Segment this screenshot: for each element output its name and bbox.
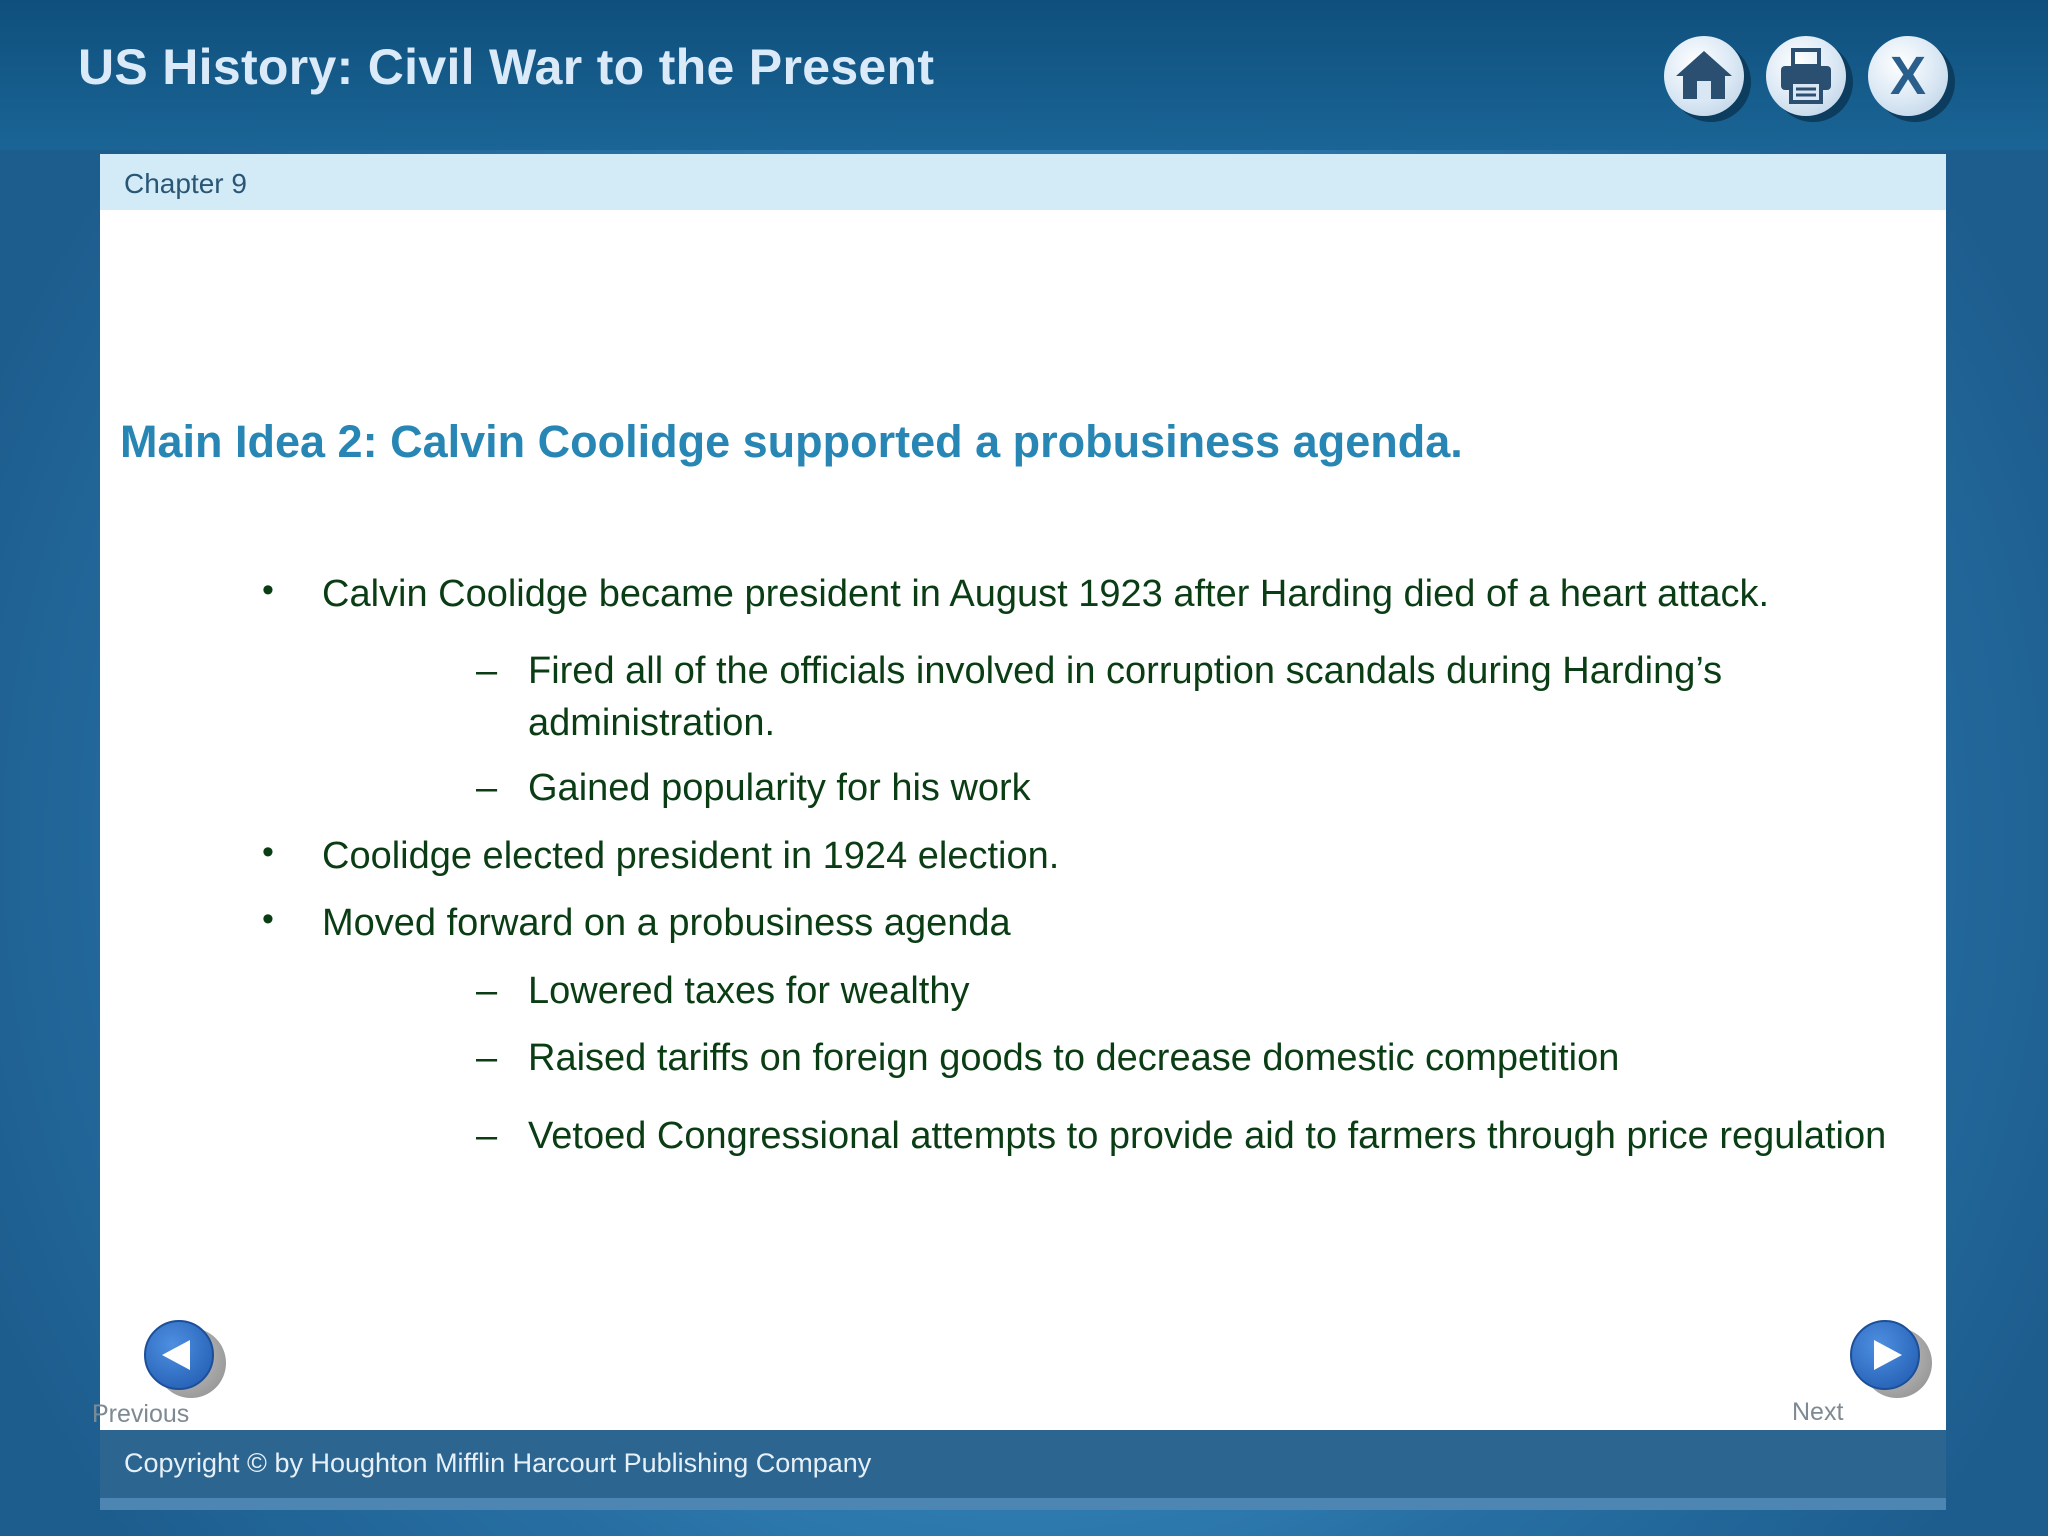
- next-label[interactable]: Next: [1792, 1398, 1844, 1426]
- home-button[interactable]: [1664, 36, 1744, 116]
- home-icon: [1664, 36, 1744, 116]
- arrow-right-icon: [1850, 1320, 1920, 1390]
- slide-panel: [100, 154, 1946, 1430]
- sub-bullet-text: Gained popularity for his work: [528, 767, 1031, 809]
- app-title: US History: Civil War to the Present: [78, 39, 935, 95]
- dash-marker: –: [476, 650, 498, 692]
- next-button[interactable]: [1848, 1318, 1932, 1402]
- dash-marker: –: [476, 767, 498, 809]
- list-item: [476, 965, 1888, 1017]
- list-item: [262, 897, 1882, 949]
- sub-bullet-text: Fired all of the officials involved in corruption scandals during Harding’s administration.: [528, 650, 1723, 744]
- bullet-text: Coolidge elected president in 1924 election.: [322, 835, 1060, 877]
- sub-bullet-text: Vetoed Congressional attempts to provide aid to farmers through price regulation: [528, 1115, 1887, 1157]
- svg-text:X: X: [1889, 46, 1927, 106]
- printer-icon: [1766, 36, 1846, 116]
- bullet-text: Calvin Coolidge became president in August 1923 after Harding died of a heart attack.: [322, 573, 1770, 615]
- list-item: [476, 1032, 1888, 1084]
- list-item: [262, 568, 1882, 620]
- bullet-marker: •: [262, 833, 274, 871]
- footer-divider: [100, 1498, 1946, 1510]
- arrow-left-icon: [144, 1320, 214, 1390]
- toolbar: [1664, 36, 1964, 126]
- list-item: [262, 830, 1882, 882]
- bullet-marker: •: [262, 900, 274, 938]
- list-item: [476, 645, 1888, 749]
- footer-bar: [100, 1430, 1946, 1498]
- close-button[interactable]: [1868, 36, 1948, 116]
- print-button[interactable]: [1766, 36, 1846, 116]
- sub-bullet-text: Lowered taxes for wealthy: [528, 970, 970, 1012]
- bullet-marker: •: [262, 571, 274, 609]
- main-idea-heading: Main Idea 2: Calvin Coolidge supported a probusiness agenda.: [120, 416, 1463, 467]
- bullet-text: Moved forward on a probusiness agenda: [322, 902, 1011, 944]
- close-icon: [1868, 36, 1948, 116]
- previous-label[interactable]: Previous: [92, 1400, 190, 1428]
- chapter-label: Chapter 9: [124, 168, 247, 199]
- dash-marker: –: [476, 970, 498, 1012]
- chapter-bar: [100, 154, 1946, 210]
- dash-marker: –: [476, 1037, 498, 1079]
- copyright-text: Copyright © by Houghton Mifflin Harcourt Publishing Company: [124, 1448, 872, 1478]
- list-item: [476, 1110, 1888, 1162]
- list-item: [476, 762, 1888, 814]
- sub-bullet-text: Raised tariffs on foreign goods to decrease domestic competition: [528, 1037, 1620, 1079]
- previous-button[interactable]: [142, 1318, 226, 1402]
- dash-marker: –: [476, 1115, 498, 1157]
